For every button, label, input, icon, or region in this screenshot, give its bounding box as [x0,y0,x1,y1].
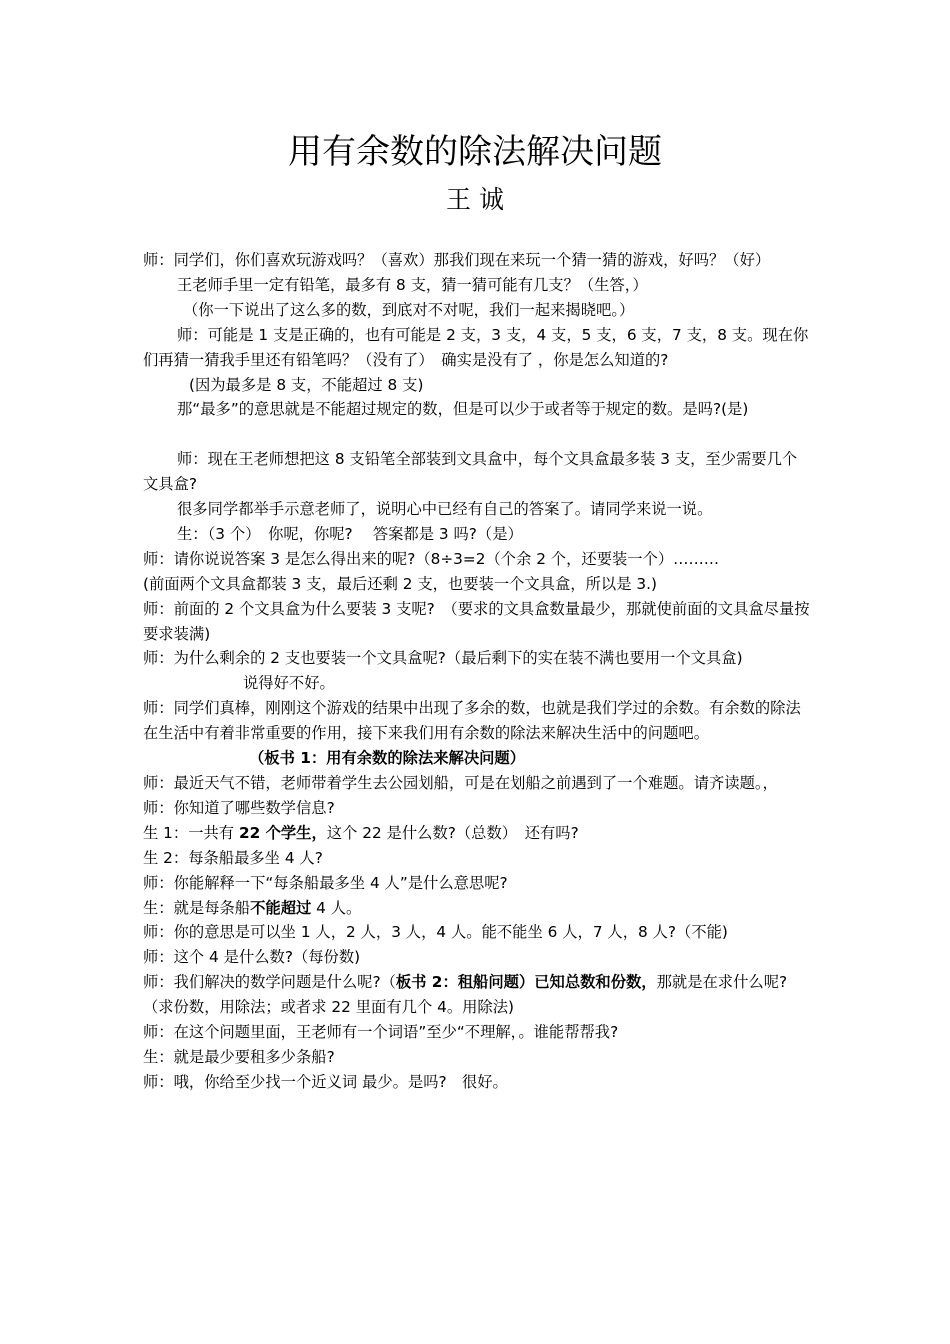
text-run: 生：就是每条船 [143,898,251,917]
paragraph: 师：为什么剩余的 2 支也要装一个文具盒呢?（最后剩下的实在装不满也要用一个文具盒) [143,649,743,668]
text-run: 那就是在求什么呢?（求份数，用除法；或者求 22 里面有几个 4。用除法) [143,973,788,1017]
paragraph: 师：请你说说答案 3 是怎么得出来的呢?（8÷3=2（个余 2 个，还要装一个）……… [143,549,720,568]
paragraph: 说得好不好。 [243,674,335,693]
paragraph: 师：你的意思是可以坐 1 人，2 人，3 人，4 人。能不能坐 6 人，7 人，8 人?（不能) [143,923,728,942]
paragraph: 生：（3 个） 你呢，你呢? 答案都是 3 吗?（是） [177,524,523,543]
document-author: 王 诚 [446,185,504,214]
paragraph: 师：可能是 1 支是正确的，也有可能是 2 支，3 支，4 支，5 支，6 支，7 支，8 支。现在你们再猜一猜我手里还有铅笔吗？（没有了） 确实是没有了 ，你是怎么知道的? [143,325,809,369]
text-run: 这个 22 是什么数?（总数） 还有吗? [326,823,579,842]
board-note-1-text: （板书 1：用有余数的除法来解决问题） [249,749,526,768]
text-run: 师：我们解决的数学问题是什么呢?（ [143,973,396,992]
paragraph: 师：同学们真棒，刚刚这个游戏的结果中出现了多余的数，也就是我们学过的余数。有余数的除法在生活中有着非常重要的作用，接下来我们用有余数的除法来解决生活中的问题吧。 [143,699,801,743]
bold-text-run: 22 个学生， [238,823,327,842]
paragraph: 生：就是最少要租多少条船? [143,1047,335,1066]
document-title: 用有余数的除法解决问题 [288,132,662,172]
paragraph: 师：在这个问题里面，王老师有一个词语”至少“不理解，。谁能帮帮我? [143,1023,619,1042]
bold-text-run: 不能超过 [250,898,312,917]
paragraph: 师：同学们，你们喜欢玩游戏吗？（喜欢）那我们现在来玩一个猜一猜的游戏，好吗？（好） [143,251,771,269]
paragraph: 很多同学都举手示意老师了，说明心中已经有自己的答案了。请同学来说一说。 [177,500,713,519]
paragraph: 师：这个 4 是什么数?（每份数) [143,948,361,967]
paragraph: 那“最多”的意思就是不能超过规定的数，但是可以少于或者等于规定的数。是吗?(是) [177,400,749,419]
paragraph [143,821,811,846]
paragraph: (因为最多是 8 支，不能超过 8 支) [189,375,424,394]
paragraph: 师：哦，你给至少找一个近义词 最少。是吗? 很好。 [143,1072,508,1091]
text-run: 4 人。 [311,898,362,917]
paragraph [143,896,811,921]
board-note-1 [143,746,811,771]
paragraph: 生 2：每条船最多坐 4 人? [143,848,323,867]
bold-text-run: 板书 2：租船问题）已知总数和份数， [395,973,657,992]
paragraph [143,970,811,1020]
paragraph: 师：前面的 2 个文具盒为什么要装 3 支呢? （要求的文具盒数量最少，那就使前面的文具盒尽量按要求装满) [143,599,810,643]
text-run: 生 1：一共有 [143,823,239,842]
paragraph: （你一下说出了这么多的数，到底对不对呢，我们一起来揭晓吧。） [183,300,635,319]
paragraph: 师：最近天气不错，老师带着学生去公园划船，可是在划船之前遇到了一个难题。请齐读题。， [143,774,778,793]
document-body [143,248,811,1095]
paragraph: 师：现在王老师想把这 8 支铅笔全部装到文具盒中，每个文具盒最多装 3 支，至少需要几个文具盒? [143,450,798,494]
paragraph: 师：你知道了哪些数学信息? [143,798,335,817]
paragraph: (前面两个文具盒都装 3 支，最后还剩 2 支，也要装一个文具盒，所以是 3.) [143,574,657,593]
paragraph: 师：你能解释一下“每条船最多坐 4 人”是什么意思呢? [143,873,508,892]
paragraph: 王老师手里一定有铅笔，最多有 8 支，猜一猜可能有几支？（生答，） [177,275,648,294]
blank-line [143,422,811,447]
